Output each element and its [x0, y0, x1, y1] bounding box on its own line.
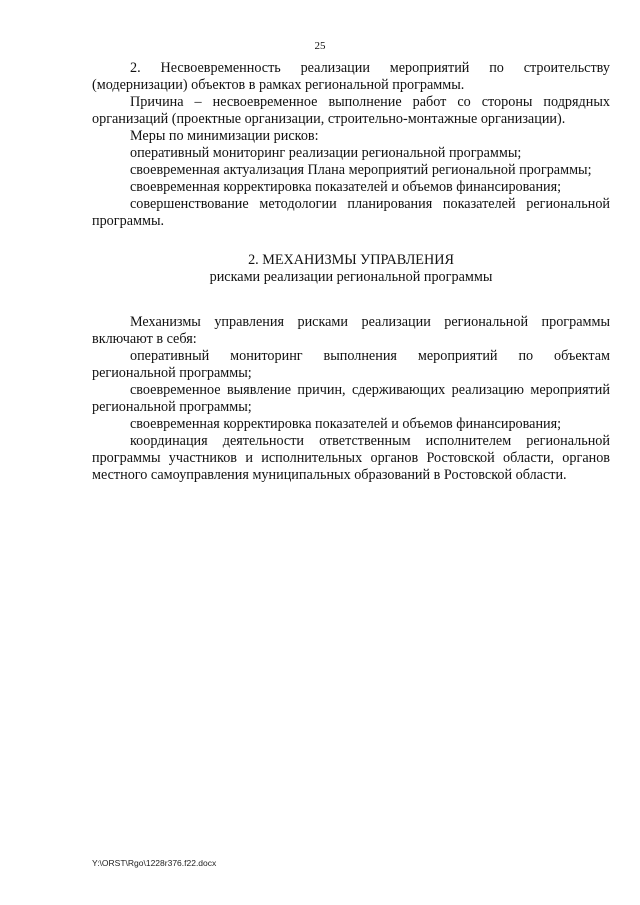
list-item-plan-update: своевременная актуализация Плана мероприятий региональной программы;	[130, 162, 592, 178]
section-subtitle: рисками реализации региональной программы	[209, 269, 493, 285]
list-item-cause-detection: своевременное выявление причин, сдерживающих реализацию мероприятий региональной программы;	[92, 382, 610, 415]
document-body	[92, 60, 610, 484]
paragraph-cause: Причина – несвоевременное выполнение работ со стороны подрядных организаций (проектные организации, строительно-монтажные организации).	[92, 94, 610, 127]
footer-file-path: Y:\ORST\Rgo\1228r376.f22.docx	[92, 858, 217, 868]
list-item-coordination: координация деятельности ответственным исполнителем региональной программы участников и исполнительных органов Ростовской области, органов местного самоуправления муниципальных образований в Ростовской области.	[92, 433, 610, 483]
list-item-object-monitoring: оперативный мониторинг выполнения мероприятий по объектам региональной программы;	[92, 348, 610, 381]
list-item-correction: своевременная корректировка показателей и объемов финансирования;	[130, 179, 562, 195]
list-item-monitoring: оперативный мониторинг реализации региональной программы;	[130, 145, 522, 161]
paragraph-measures-heading: Меры по минимизации рисков:	[130, 128, 319, 144]
section-heading	[92, 252, 610, 286]
paragraph-risk-2: 2. Несвоевременность реализации мероприятий по строительству (модернизации) объектов в рамках региональной программы.	[92, 60, 610, 93]
section-title: 2. МЕХАНИЗМЫ УПРАВЛЕНИЯ	[248, 252, 454, 268]
paragraph-mechanisms-intro: Механизмы управления рисками реализации региональной программы включают в себя:	[92, 314, 610, 347]
page-number: 25	[314, 40, 326, 52]
list-item-methodology: совершенствование методологии планирования показателей региональной программы.	[92, 196, 610, 229]
list-item-financing-correction: своевременная корректировка показателей и объемов финансирования;	[130, 416, 562, 432]
spacer	[92, 286, 610, 314]
